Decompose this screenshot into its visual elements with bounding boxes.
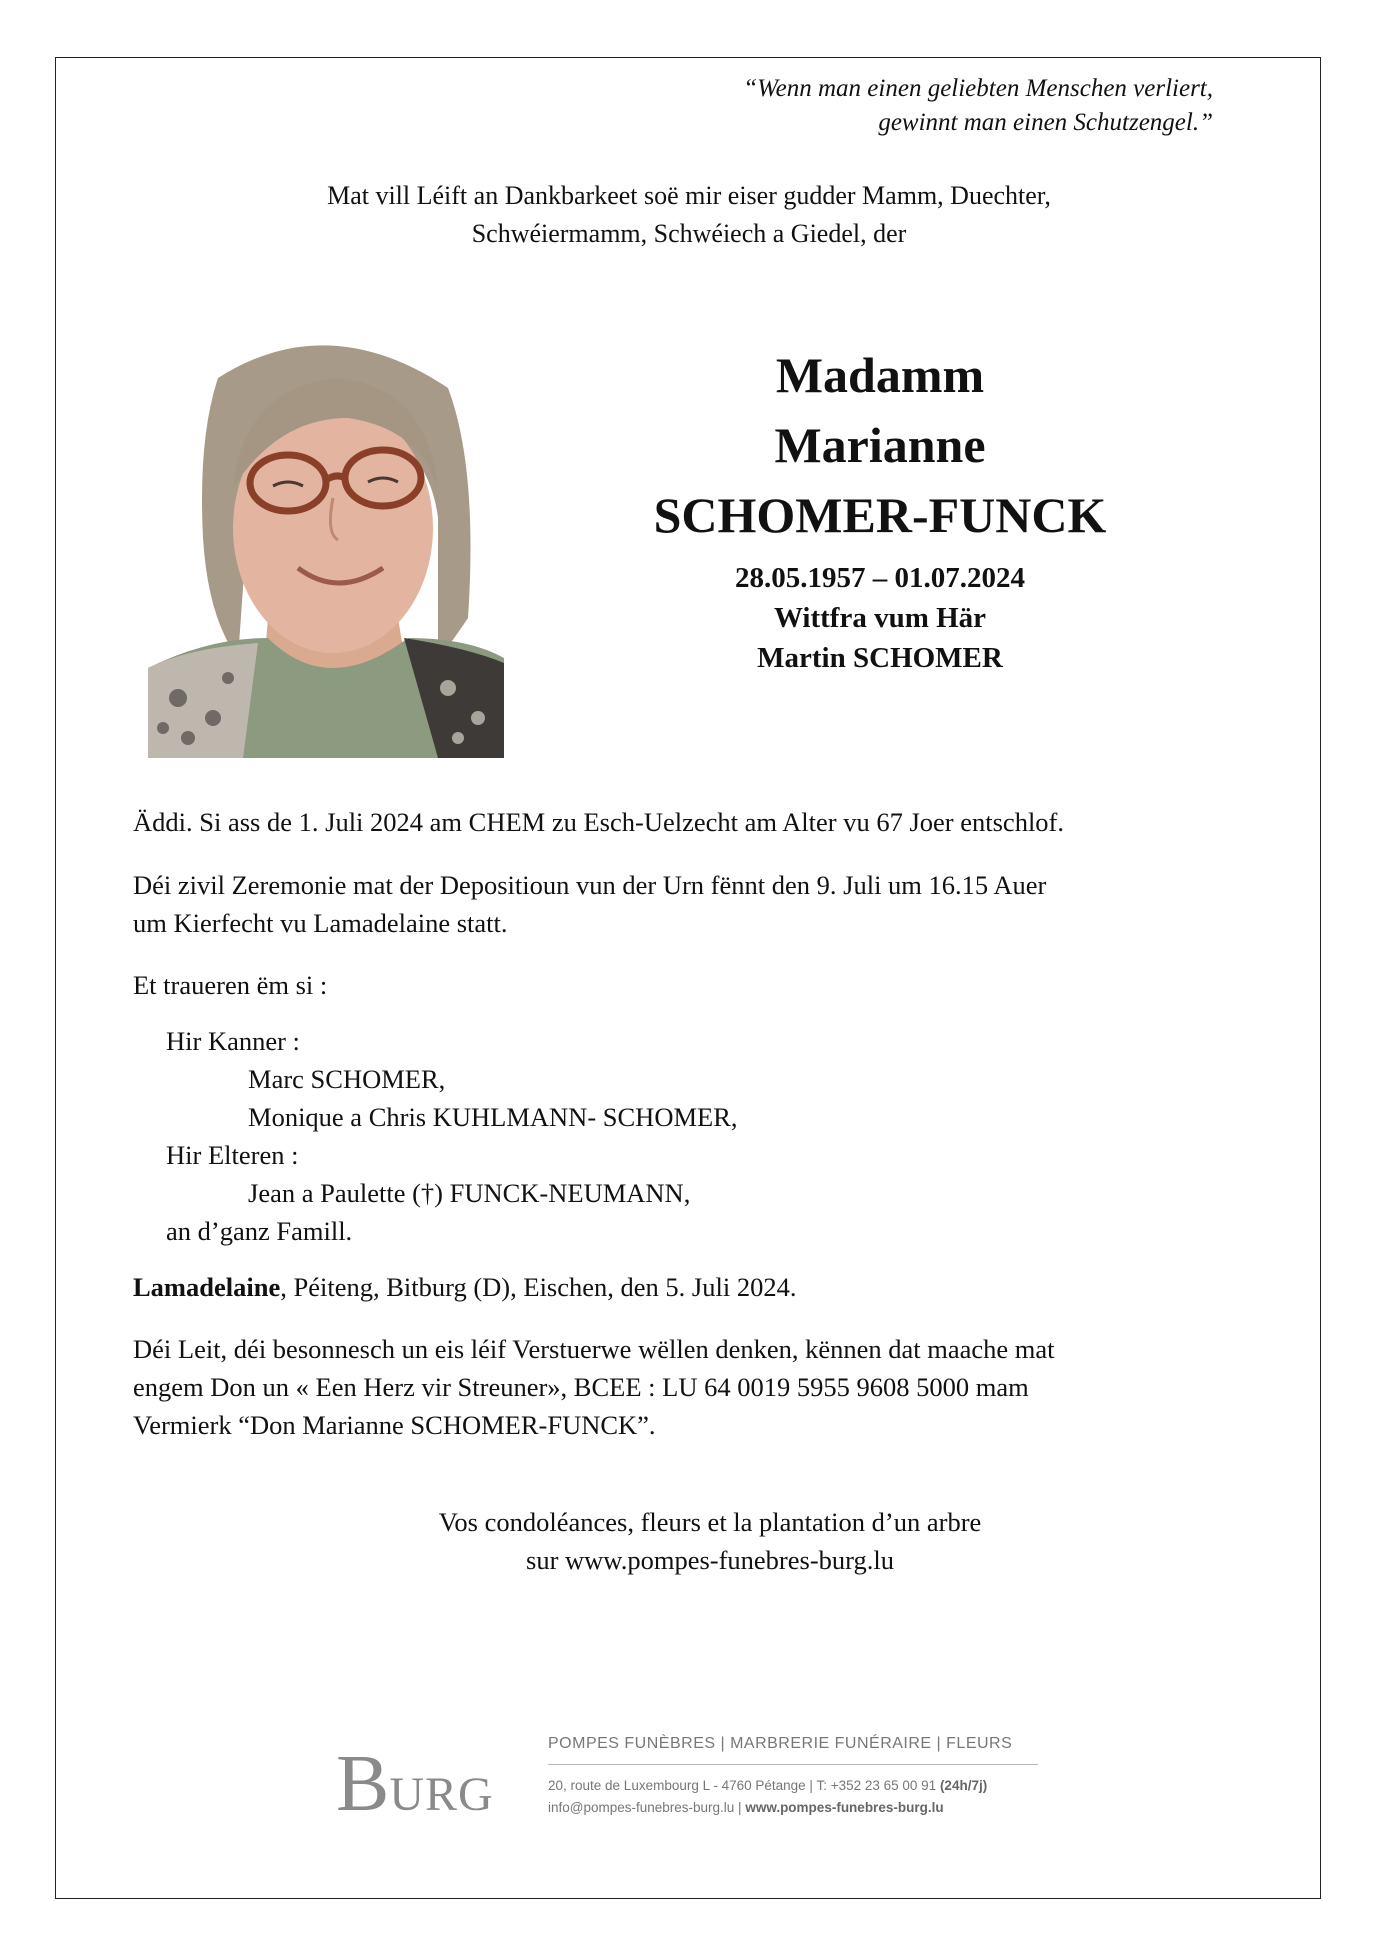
donation-line-2: engem Don un « Een Herz vir Streuner», BCEE : LU 64 0019 5955 9608 5000 mam: [133, 1372, 1029, 1402]
ceremony-line-2: um Kierfecht vu Lamadelaine statt.: [133, 908, 508, 938]
death-announcement: Äddi. Si ass de 1. Juli 2024 am CHEM zu Esch-Uelzecht am Alter vu 67 Joer entschlof.: [133, 807, 1065, 837]
intro-line-2: Schwéiermamm, Schwéiech a Giedel, der: [471, 219, 907, 248]
mourners-intro: Et traueren ëm si :: [133, 970, 328, 1000]
life-dates: 28.05.1957 – 01.07.2024: [735, 562, 1025, 594]
first-name: Marianne: [774, 417, 986, 473]
parents-label: Hir Elteren :: [166, 1140, 299, 1170]
footer-services: POMPES FUNÈBRES | MARBRERIE FUNÉRAIRE | FLEURS: [548, 1735, 1013, 1752]
ceremony-paragraph: [133, 866, 1273, 942]
burg-logo: [336, 1740, 494, 1828]
donation-line-3: Vermierk “Don Marianne SCHOMER-FUNCK”.: [133, 1410, 656, 1440]
quote-line-2: gewinnt man einen Schutzengel.”: [878, 109, 1213, 136]
intro-text: [0, 177, 1378, 253]
footer-info: [548, 1732, 1048, 1819]
address-hours: (24h/7j): [939, 1778, 988, 1793]
condolence-text: [0, 1503, 1378, 1579]
quote-line-1: “Wenn man einen geliebten Menschen verliert,: [743, 75, 1213, 102]
place-rest: , Péiteng, Bitburg (D), Eischen, den 5. Juli 2024.: [280, 1272, 797, 1302]
child-2: Monique a Chris KUHLMANN- SCHOMER,: [248, 1102, 738, 1132]
children-label: Hir Kanner :: [166, 1026, 300, 1056]
widow-line-1: Wittfra vum Här: [773, 602, 987, 634]
footer-contact: [548, 1797, 1048, 1819]
place-date-line: [133, 1268, 1273, 1306]
logo-letter-b: B: [336, 1740, 390, 1828]
ceremony-line-1: Déi zivil Zeremonie mat der Depositioun vun der Urn fënnt den 9. Juli um 16.15 Auer: [133, 870, 1047, 900]
epigraph-quote: [743, 72, 1213, 140]
address-text: 20, route de Luxembourg L - 4760 Pétange | T: +352 23 65 00 91: [548, 1778, 940, 1793]
condolence-line-2: sur www.pompes-funebres-burg.lu: [526, 1545, 894, 1575]
condolence-line-1: Vos condoléances, fleurs et la plantation d’un arbre: [438, 1507, 982, 1537]
donation-paragraph: [133, 1330, 1273, 1444]
funeral-home-footer: [336, 1732, 1056, 1842]
footer-address: [548, 1775, 1048, 1797]
deceased-name-block: [560, 340, 1200, 678]
footer-website[interactable]: www.pompes-funebres-burg.lu: [745, 1800, 944, 1815]
portrait-illustration: [148, 318, 504, 758]
place-bold: Lamadelaine: [133, 1272, 281, 1302]
widow-line-2: Martin SCHOMER: [757, 642, 1003, 674]
footer-divider: [548, 1764, 1038, 1765]
mourners-list: [133, 1022, 1273, 1250]
child-1: Marc SCHOMER,: [248, 1064, 446, 1094]
title: Madamm: [775, 347, 985, 403]
portrait-photo: [148, 318, 504, 758]
footer-email[interactable]: info@pompes-funebres-burg.lu |: [548, 1800, 746, 1815]
family: an d’ganz Famill.: [166, 1216, 353, 1246]
logo-letters-urg: URG: [389, 1768, 494, 1821]
donation-line-1: Déi Leit, déi besonnesch un eis léif Verstuerwe wëllen denken, kënnen dat maache mat: [133, 1334, 1055, 1364]
intro-line-1: Mat vill Léift an Dankbarkeet soë mir eiser gudder Mamm, Duechter,: [327, 181, 1051, 210]
surname: SCHOMER-FUNCK: [653, 487, 1107, 543]
parents: Jean a Paulette (†) FUNCK-NEUMANN,: [248, 1178, 691, 1208]
